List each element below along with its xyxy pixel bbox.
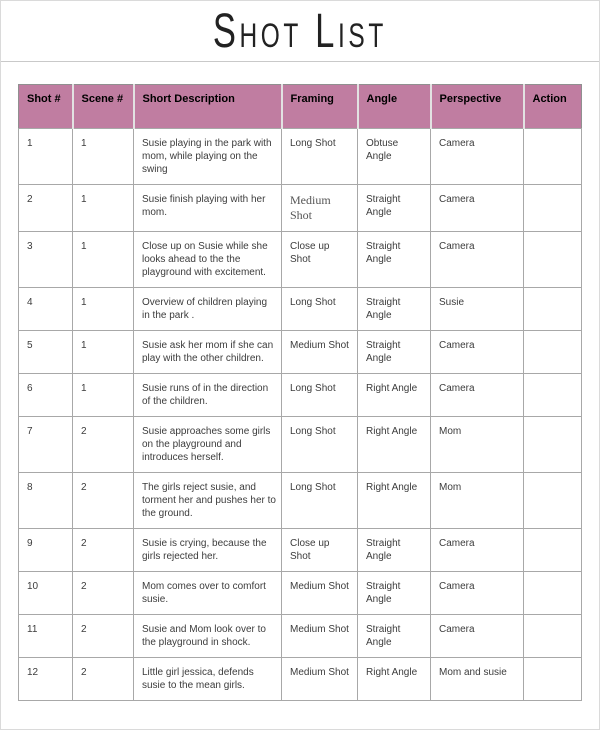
cell-description: Susie approaches some girls on the playground and introduces herself.: [134, 417, 282, 473]
cell-perspective: Mom: [431, 417, 524, 473]
table-row: [19, 572, 582, 615]
table-body: [19, 129, 582, 701]
cell-angle: Straight Angle: [358, 572, 431, 615]
page-title: Shot List: [212, 5, 388, 58]
table-row: [19, 232, 582, 288]
cell-framing: Medium Shot: [282, 658, 358, 701]
cell-shot-number: 7: [19, 417, 73, 473]
cell-scene-number: 1: [73, 185, 134, 232]
column-header-perspective: Perspective: [431, 85, 524, 129]
cell-scene-number: 2: [73, 572, 134, 615]
cell-action: [524, 473, 582, 529]
cell-action: [524, 185, 582, 232]
cell-scene-number: 2: [73, 529, 134, 572]
cell-perspective: Camera: [431, 185, 524, 232]
cell-shot-number: 11: [19, 615, 73, 658]
cell-description: Susie runs of in the direction of the children.: [134, 374, 282, 417]
cell-angle: Right Angle: [358, 658, 431, 701]
table-row: [19, 417, 582, 473]
table-row: [19, 331, 582, 374]
cell-scene-number: 2: [73, 473, 134, 529]
cell-description: The girls reject susie, and torment her and pushes her to the ground.: [134, 473, 282, 529]
shot-list-table: [18, 84, 582, 701]
cell-scene-number: 2: [73, 658, 134, 701]
cell-framing: Medium Shot: [282, 615, 358, 658]
cell-angle: Right Angle: [358, 417, 431, 473]
cell-perspective: Mom: [431, 473, 524, 529]
cell-angle: Straight Angle: [358, 615, 431, 658]
cell-action: [524, 331, 582, 374]
cell-description: Susie is crying, because the girls rejected her.: [134, 529, 282, 572]
cell-shot-number: 6: [19, 374, 73, 417]
cell-scene-number: 1: [73, 331, 134, 374]
cell-shot-number: 8: [19, 473, 73, 529]
cell-framing: Long Shot: [282, 473, 358, 529]
cell-action: [524, 615, 582, 658]
cell-shot-number: 2: [19, 185, 73, 232]
cell-perspective: Susie: [431, 288, 524, 331]
column-header-framing: Framing: [282, 85, 358, 129]
cell-framing: Long Shot: [282, 417, 358, 473]
table-row: [19, 129, 582, 185]
cell-perspective: Mom and susie: [431, 658, 524, 701]
cell-framing: Medium Shot: [282, 572, 358, 615]
table-header-row: [19, 85, 582, 129]
cell-scene-number: 2: [73, 615, 134, 658]
cell-perspective: Camera: [431, 529, 524, 572]
cell-action: [524, 417, 582, 473]
cell-action: [524, 374, 582, 417]
cell-description: Little girl jessica, defends susie to the mean girls.: [134, 658, 282, 701]
cell-angle: Obtuse Angle: [358, 129, 431, 185]
cell-perspective: Camera: [431, 572, 524, 615]
cell-angle: Straight Angle: [358, 288, 431, 331]
column-header-description: Short Description: [134, 85, 282, 129]
cell-framing: Close up Shot: [282, 232, 358, 288]
cell-description: Susie and Mom look over to the playground in shock.: [134, 615, 282, 658]
cell-shot-number: 3: [19, 232, 73, 288]
cell-action: [524, 129, 582, 185]
cell-perspective: Camera: [431, 232, 524, 288]
table-row: [19, 473, 582, 529]
cell-perspective: Camera: [431, 331, 524, 374]
cell-angle: Right Angle: [358, 473, 431, 529]
cell-angle: Right Angle: [358, 374, 431, 417]
cell-description: Close up on Susie while she looks ahead to the the playground with excitement.: [134, 232, 282, 288]
cell-scene-number: 1: [73, 232, 134, 288]
table-row: [19, 615, 582, 658]
cell-action: [524, 658, 582, 701]
cell-description: Susie ask her mom if she can play with the other children.: [134, 331, 282, 374]
cell-perspective: Camera: [431, 374, 524, 417]
cell-perspective: Camera: [431, 129, 524, 185]
cell-shot-number: 12: [19, 658, 73, 701]
cell-angle: Straight Angle: [358, 529, 431, 572]
table-row: [19, 658, 582, 701]
column-header-scene-number: Scene #: [73, 85, 134, 129]
cell-description: Susie playing in the park with mom, while playing on the swing: [134, 129, 282, 185]
cell-scene-number: 1: [73, 374, 134, 417]
cell-shot-number: 9: [19, 529, 73, 572]
table-row: [19, 529, 582, 572]
cell-action: [524, 232, 582, 288]
cell-action: [524, 572, 582, 615]
cell-scene-number: 2: [73, 417, 134, 473]
table-row: [19, 288, 582, 331]
column-header-shot-number: Shot #: [19, 85, 73, 129]
cell-shot-number: 5: [19, 331, 73, 374]
cell-scene-number: 1: [73, 288, 134, 331]
cell-framing: Long Shot: [282, 374, 358, 417]
title-section: [1, 1, 599, 62]
cell-action: [524, 529, 582, 572]
cell-action: [524, 288, 582, 331]
table-row: [19, 374, 582, 417]
cell-description: Susie finish playing with her mom.: [134, 185, 282, 232]
cell-shot-number: 10: [19, 572, 73, 615]
cell-framing: Medium Shot: [282, 331, 358, 374]
cell-framing: Long Shot: [282, 288, 358, 331]
cell-angle: Straight Angle: [358, 185, 431, 232]
column-header-action: Action: [524, 85, 582, 129]
cell-perspective: Camera: [431, 615, 524, 658]
cell-framing: Medium Shot: [282, 185, 358, 232]
cell-angle: Straight Angle: [358, 331, 431, 374]
cell-shot-number: 1: [19, 129, 73, 185]
cell-description: Mom comes over to comfort susie.: [134, 572, 282, 615]
cell-scene-number: 1: [73, 129, 134, 185]
column-header-angle: Angle: [358, 85, 431, 129]
cell-angle: Straight Angle: [358, 232, 431, 288]
cell-shot-number: 4: [19, 288, 73, 331]
cell-description: Overview of children playing in the park .: [134, 288, 282, 331]
cell-framing: Close up Shot: [282, 529, 358, 572]
cell-framing: Long Shot: [282, 129, 358, 185]
table-row: [19, 185, 582, 232]
